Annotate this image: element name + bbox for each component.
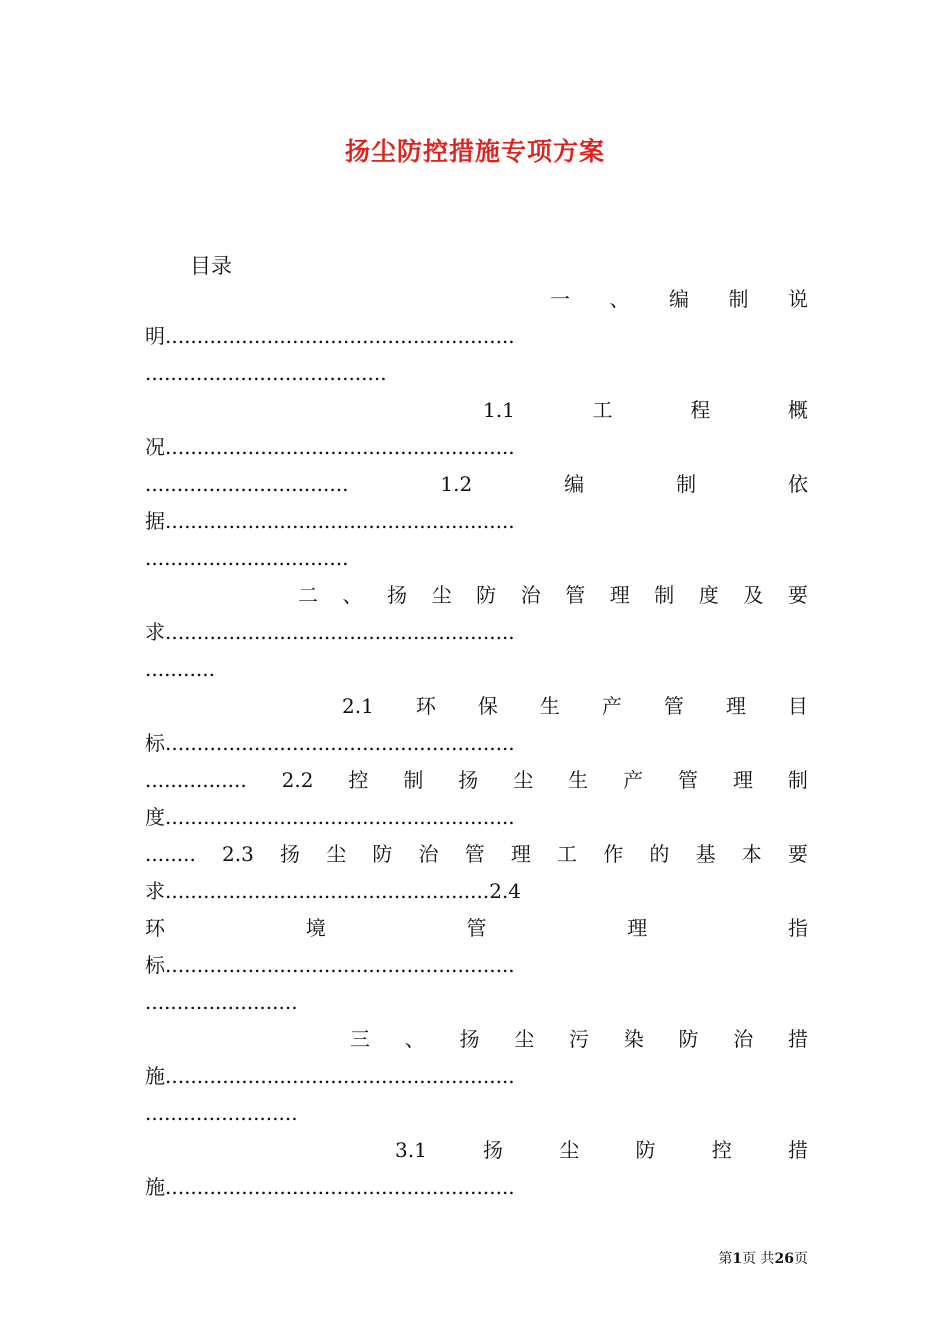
toc-line: 2.1 环 保 生 产 管 理 目 bbox=[342, 694, 808, 718]
toc-line: ........... bbox=[145, 657, 215, 681]
toc-line: ................................ bbox=[145, 546, 349, 570]
toc-line: 况....................................................... bbox=[145, 435, 515, 459]
toc-line: 据....................................................... bbox=[145, 509, 515, 533]
toc-line: ...................................... bbox=[145, 361, 387, 385]
toc-line: ................ 2.2 控 制 扬 尘 生 产 管 理 制 bbox=[145, 768, 808, 792]
toc-line: 求....................................................... bbox=[145, 620, 515, 644]
toc-line: 一 、 编 制 说 bbox=[550, 287, 808, 311]
page-footer bbox=[718, 1248, 808, 1268]
toc-line: ........................ bbox=[145, 990, 298, 1014]
toc-line: 施....................................................... bbox=[145, 1175, 515, 1199]
toc-line: 1.1 工 程 概 bbox=[483, 398, 808, 422]
footer-page-number: 1 bbox=[732, 1251, 743, 1267]
toc-line: ........................ bbox=[145, 1101, 298, 1125]
toc-line: 标....................................................... bbox=[145, 953, 515, 977]
footer-prefix: 第 bbox=[718, 1251, 733, 1267]
toc-line: 求...................................................2.4 bbox=[145, 879, 522, 903]
toc-line: 标....................................................... bbox=[145, 731, 515, 755]
toc-line: 度....................................................... bbox=[145, 805, 515, 829]
footer-suffix: 页 bbox=[794, 1251, 808, 1267]
toc-line: 三 、 扬 尘 污 染 防 治 措 bbox=[350, 1027, 808, 1051]
toc-line: 明....................................................... bbox=[145, 324, 515, 348]
footer-total-pages: 26 bbox=[774, 1251, 794, 1267]
toc-line: 3.1 扬 尘 防 控 措 bbox=[395, 1138, 808, 1162]
toc-line: 施....................................................... bbox=[145, 1064, 515, 1088]
toc-heading: 目录 bbox=[190, 254, 232, 278]
toc-line: 环 境 管 理 指 bbox=[145, 916, 808, 940]
document-title: 扬尘防控措施专项方案 bbox=[344, 137, 605, 166]
toc-line: ........ 2.3 扬 尘 防 治 管 理 工 作 的 基 本 要 bbox=[145, 842, 808, 866]
footer-middle: 页 共 bbox=[742, 1251, 775, 1267]
toc-line: 二 、 扬 尘 防 治 管 理 制 度 及 要 bbox=[298, 583, 808, 607]
toc-line: ................................ 1.2 编 制 依 bbox=[145, 472, 808, 496]
